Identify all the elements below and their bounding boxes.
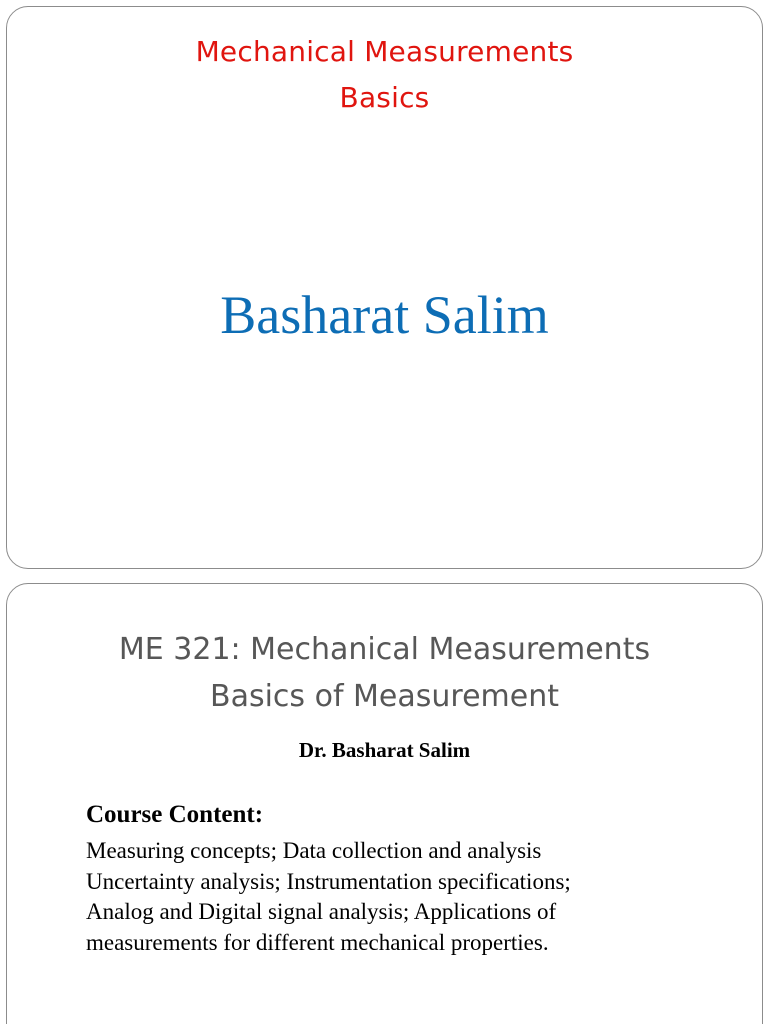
slide-1-title-line-2: Basics: [339, 81, 430, 114]
slide-1: [6, 6, 763, 569]
slide-1-title-line-1: Mechanical Measurements: [195, 35, 574, 68]
slide-2-title-line-2: Basics of Measurement: [210, 679, 559, 714]
slide-1-author: Basharat Salim: [220, 285, 549, 345]
slide-2-author: Dr. Basharat Salim: [298, 738, 471, 762]
slide-2-title-line-1: ME 321: Mechanical Measurements: [118, 632, 651, 667]
course-content-body: [86, 836, 646, 959]
course-content-line-4: measurements for different mechanical properties.: [86, 930, 549, 956]
slide-1-title: [7, 29, 762, 121]
course-content-heading: Course Content:: [86, 801, 264, 828]
course-content-line-2: Uncertainty analysis; Instrumentation specifications;: [86, 868, 571, 894]
course-content-line-3: Analog and Digital signal analysis; Applications of: [86, 899, 557, 925]
slide-2-title: [7, 626, 762, 720]
course-content-line-1: Measuring concepts; Data collection and analysis: [86, 838, 542, 863]
slide-2: [6, 583, 763, 1024]
